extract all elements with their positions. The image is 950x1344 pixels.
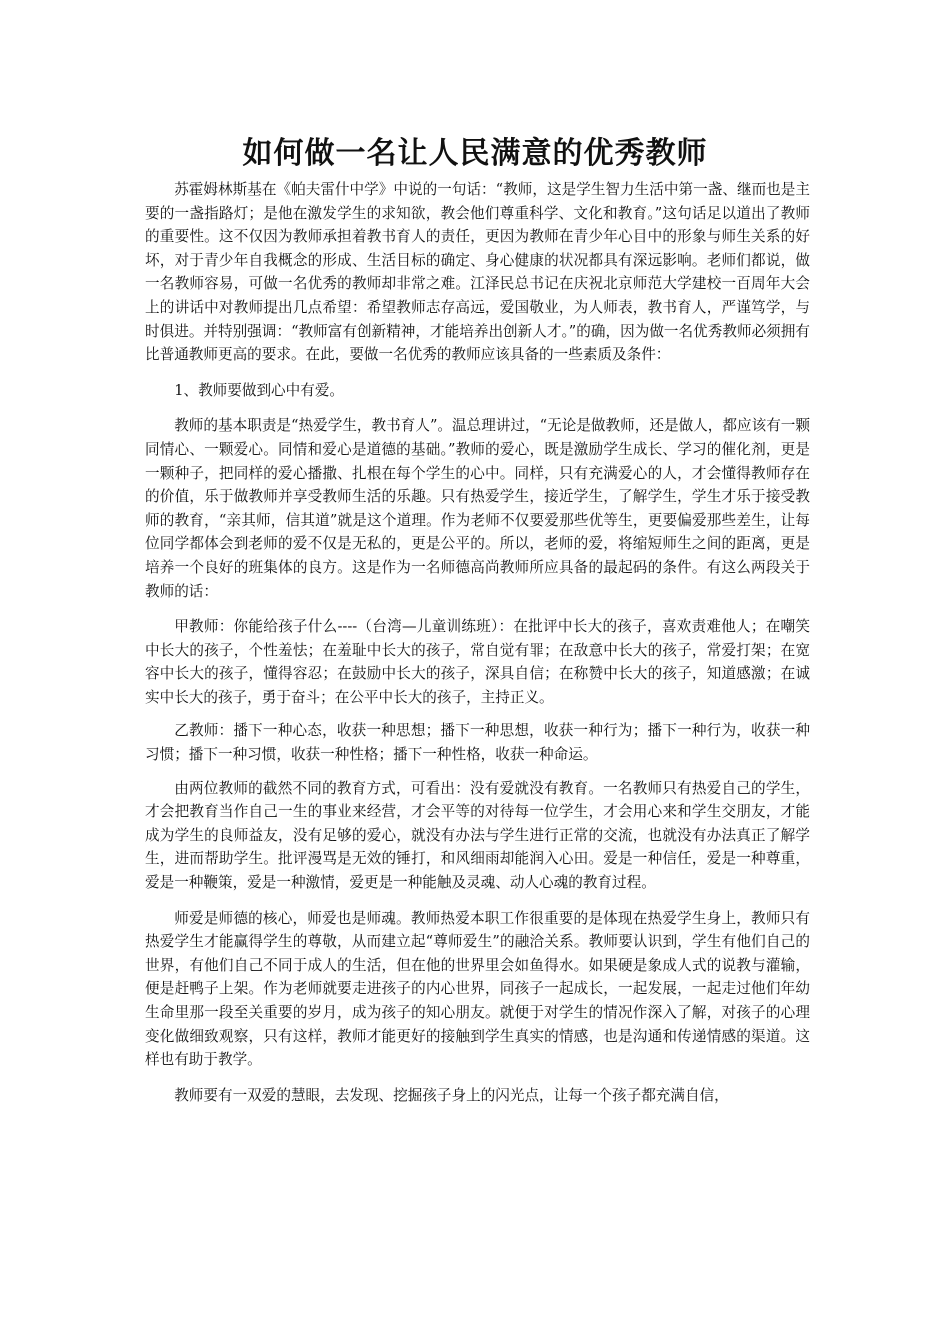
paragraph-intro: 苏霍姆林斯基在《帕夫雷什中学》中说的一句话：“教师，这是学生智力生活中第一盏、继而也是主要的一盏指路灯；是他在激发学生的求知欲，教会他们尊重科学、文化和教育。”这句话足以道出了教师的重要性。这不仅因为教师承担着教书育人的责任，更因为教师在青少年心目中的形象与师生关系的好坏，对于青少年自我概念的形成、生活目标的确定、身心健康的状况都具有深远影响。老师们都说，做一名教师容易，可做一名优秀的教师却非常之难。江泽民总书记在庆祝北京师范大学建校一百周年大会上的讲话中对教师提出几点希望：希望教师志存高远，爱国敬业，为人师表，教书育人，严谨笃学，与时俱进。并特别强调：“教师富有创新精神，才能培养出创新人才。”的确，因为做一名优秀教师必须拥有比普通教师更高的要求。在此，要做一名优秀的教师应该具备的一些素质及条件：: [145, 181, 810, 364]
document-title: 如何做一名让人民满意的优秀教师: [242, 136, 708, 171]
paragraph-love-education: 由两位教师的截然不同的教育方式，可看出：没有爱就没有教育。一名教师只有热爱自己的学生，才会把教育当作自己一生的事业来经营，才会平等的对待每一位学生，才会用心来和学生交朋友，才能成为学生的良师益友，没有足够的爱心，就没有办法与学生进行正常的交流，也就没有办法真正了解学生，进而帮助学生。批评漫骂是无效的锤打，和风细雨却能润入心田。爱是一种信任，爱是一种尊重，爱是一种鞭策，爱是一种激情，爱更是一种能触及灵魂、动人心魂的教育过程。: [145, 779, 810, 892]
paragraph-teacher-b: 乙教师：播下一种心态，收获一种思想；播下一种思想，收获一种行为；播下一种行为，收获一种习惯；播下一种习惯，收获一种性格；播下一种性格，收获一种命运。: [145, 722, 810, 764]
paragraph-wise-eyes: 教师要有一双爱的慧眼，去发现、挖掘孩子身上的闪光点，让每一个孩子都充满自信，: [174, 1086, 729, 1104]
paragraph-basic-duty: 教师的基本职责是“热爱学生，教书育人”。温总理讲过，“无论是做教师，还是做人，都应该有一颗同情心、一颗爱心。同情和爱心是道德的基础。”教师的爱心，既是激励学生成长、学习的催化剂，更是一颗种子，把同样的爱心播撒、扎根在每个学生的心中。同样，只有充满爱心的人，才会懂得教师存在的价值，乐于做教师并享受教师生活的乐趣。只有热爱学生，接近学生，了解学生，学生才乐于接受教师的教育，“亲其师，信其道”就是这个道理。作为老师不仅要爱那些优等生，更要偏爱那些差生，让每位同学都体会到老师的爱不仅是无私的，更是公平的。所以，老师的爱，将缩短师生之间的距离，更是培养一个良好的班集体的良方。这是作为一名师德高尚教师所应具备的最起码的条件。有这么两段关于教师的话：: [145, 417, 810, 600]
paragraph-section-heading: 1、教师要做到心中有爱。: [174, 381, 345, 399]
document-body: [145, 178, 810, 1119]
paragraph-teacher-love: 师爱是师德的核心，师爱也是师魂。教师热爱本职工作很重要的是体现在热爱学生身上，教师只有热爱学生才能赢得学生的尊敬，从而建立起“尊师爱生”的融洽关系。教师要认识到，学生有他们自己的世界，有他们自己不同于成人的生活，但在他的世界里会如鱼得水。如果硬是象成人式的说教与灌输，便是赶鸭子上架。作为老师就要走进孩子的内心世界，同孩子一起成长，一起发展，一起走过他们年幼生命里那一段至关重要的岁月，成为孩子的知心朋友。就便于对学生的情况作深入了解，对孩子的心理变化做细致观察，只有这样，教师才能更好的接触到学生真实的情感，也是沟通和传递情感的渠道。这样也有助于教学。: [145, 909, 810, 1069]
paragraph-teacher-a: 甲教师：你能给孩子什么----（台湾—儿童训练班）：在批评中长大的孩子，喜欢责难他人；在嘲笑中长大的孩子，个性羞怯；在羞耻中长大的孩子，常自觉有罪；在敌意中长大的孩子，常爱打架；在宽容中长大的孩子，懂得容忍；在鼓励中长大的孩子，深具自信；在称赞中长大的孩子，知道感激；在诚实中长大的孩子，勇于奋斗；在公平中长大的孩子，主持正义。: [145, 618, 810, 706]
